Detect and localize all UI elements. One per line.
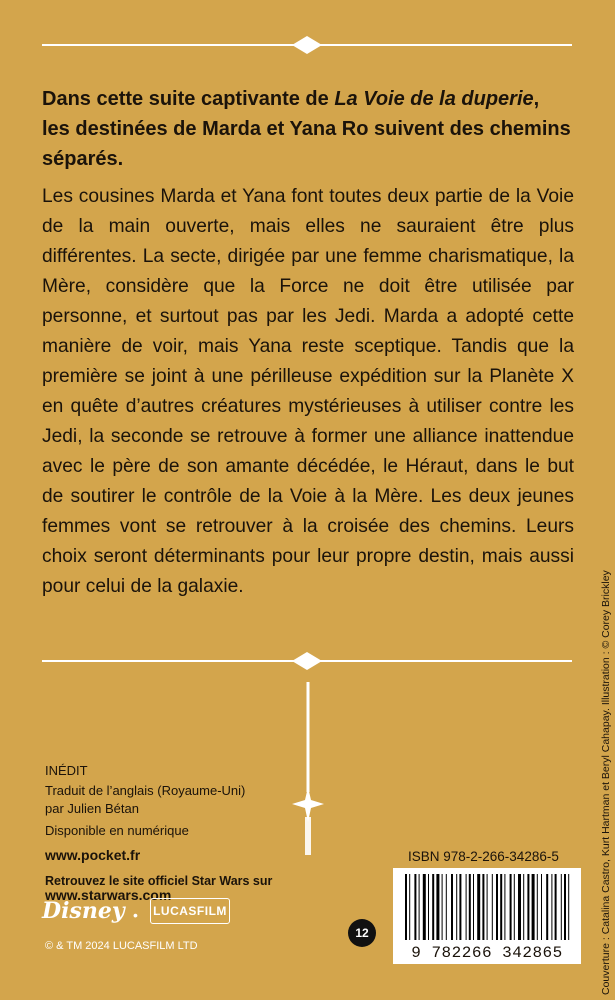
barcode-bar: [564, 874, 566, 940]
barcode-bar: [414, 874, 416, 940]
barcode-digits: 9 782266 342865: [411, 944, 563, 962]
barcode-bar: [551, 874, 552, 940]
barcode-bar: [537, 874, 538, 940]
copyright-notice: © & TM 2024 LUCASFILM LTD: [45, 940, 198, 952]
barcode-bar: [482, 874, 484, 940]
lightsaber-icon: [288, 682, 328, 857]
publisher-website: www.pocket.fr: [45, 847, 141, 863]
barcode-bar: [496, 874, 498, 940]
barcode-bar: [568, 874, 569, 940]
barcode-bar: [514, 874, 515, 940]
price-code-badge: 12: [348, 919, 376, 947]
starwars-website: www.starwars.com: [45, 887, 172, 903]
barcode-bar: [532, 874, 535, 940]
barcode-bar: [428, 874, 429, 940]
barcode-bar: [432, 874, 434, 940]
digital-availability: Disponible en numérique: [45, 823, 189, 838]
lucasfilm-logo: LUCASFILM: [150, 898, 230, 924]
translation-line: Traduit de l’anglais (Royaume-Uni): [45, 783, 246, 798]
translator-line: par Julien Bétan: [45, 801, 139, 816]
barcode-bar: [456, 874, 457, 940]
barcode-bar: [409, 874, 410, 940]
ornamental-divider-top: [42, 30, 572, 60]
ornamental-divider-bottom: [42, 646, 572, 676]
barcode-bar: [466, 874, 467, 940]
barcode-bar: [527, 874, 529, 940]
synopsis-paragraph: Les cousines Marda et Yana font toutes deux partie de la Voie de la main ouverte, mais elles ne sauraient être plus différentes. La secte, dirigée par une femme charismatique, la Mère, considère que la Force ne doit être utilisée par personne, et surtout pas par les Jedi. Marda a adopté cette manière de voir, mais Yana reste sceptique. Tandis que la première se joint à une périlleuse expédition sur la Planète X en quête d’autres créatures mystérieuses à utiliser contre les Jedi, la seconde se retrouve à former une alliance inattendue avec le père de son amante décédée, le Héraut, dans le but de soutirer le contrôle de la Voie à la Mère. Les deux jeunes femmes vont se retrouver à la croisée des chemins. Leurs choix seront déterminants pour leur propre destin, mais aussi pour celui de la galaxie.: [42, 186, 574, 597]
barcode-bar: [518, 874, 521, 940]
barcode-bar: [446, 874, 447, 940]
barcode-bar: [487, 874, 488, 940]
barcode-bars: [393, 868, 581, 944]
barcode-bar: [500, 874, 502, 940]
barcode-bar: [492, 874, 493, 940]
unpublished-label: INÉDIT: [45, 763, 88, 778]
barcode-bar: [546, 874, 548, 940]
barcode-bar: [473, 874, 474, 940]
barcode-bar: [405, 874, 407, 940]
disney-logo: Disney: [42, 898, 125, 924]
barcode-bar: [423, 874, 426, 940]
barcode: [393, 868, 581, 964]
barcode-bar: [555, 874, 557, 940]
barcode-bar: [541, 874, 542, 940]
barcode-bar: [477, 874, 480, 940]
book-title: La Voie de la duperie: [334, 88, 534, 110]
barcode-bar: [469, 874, 471, 940]
barcode-bar: [561, 874, 562, 940]
barcode-bar: [504, 874, 505, 940]
barcode-bar: [436, 874, 439, 940]
barcode-bar: [459, 874, 461, 940]
barcode-bar: [510, 874, 512, 940]
lede-paragraph: Dans cette suite captivante de La Voie de la duperie, les destinées de Marda et Yana Ro suivent des chemins séparés.: [42, 88, 571, 170]
isbn-label: ISBN 978-2-266-34286-5: [408, 849, 559, 864]
barcode-bar: [451, 874, 453, 940]
logo-separator-dot: •: [133, 907, 138, 923]
barcode-bar: [442, 874, 443, 940]
barcode-bar: [419, 874, 420, 940]
barcode-bar: [523, 874, 524, 940]
cover-credits: Couverture : Catalina Castro, Kurt Hartman et Beryl Cahapay. Illustration : © Corey Brickley: [600, 570, 612, 995]
starwars-site-text: Retrouvez le site officiel Star Wars sur: [45, 874, 273, 888]
